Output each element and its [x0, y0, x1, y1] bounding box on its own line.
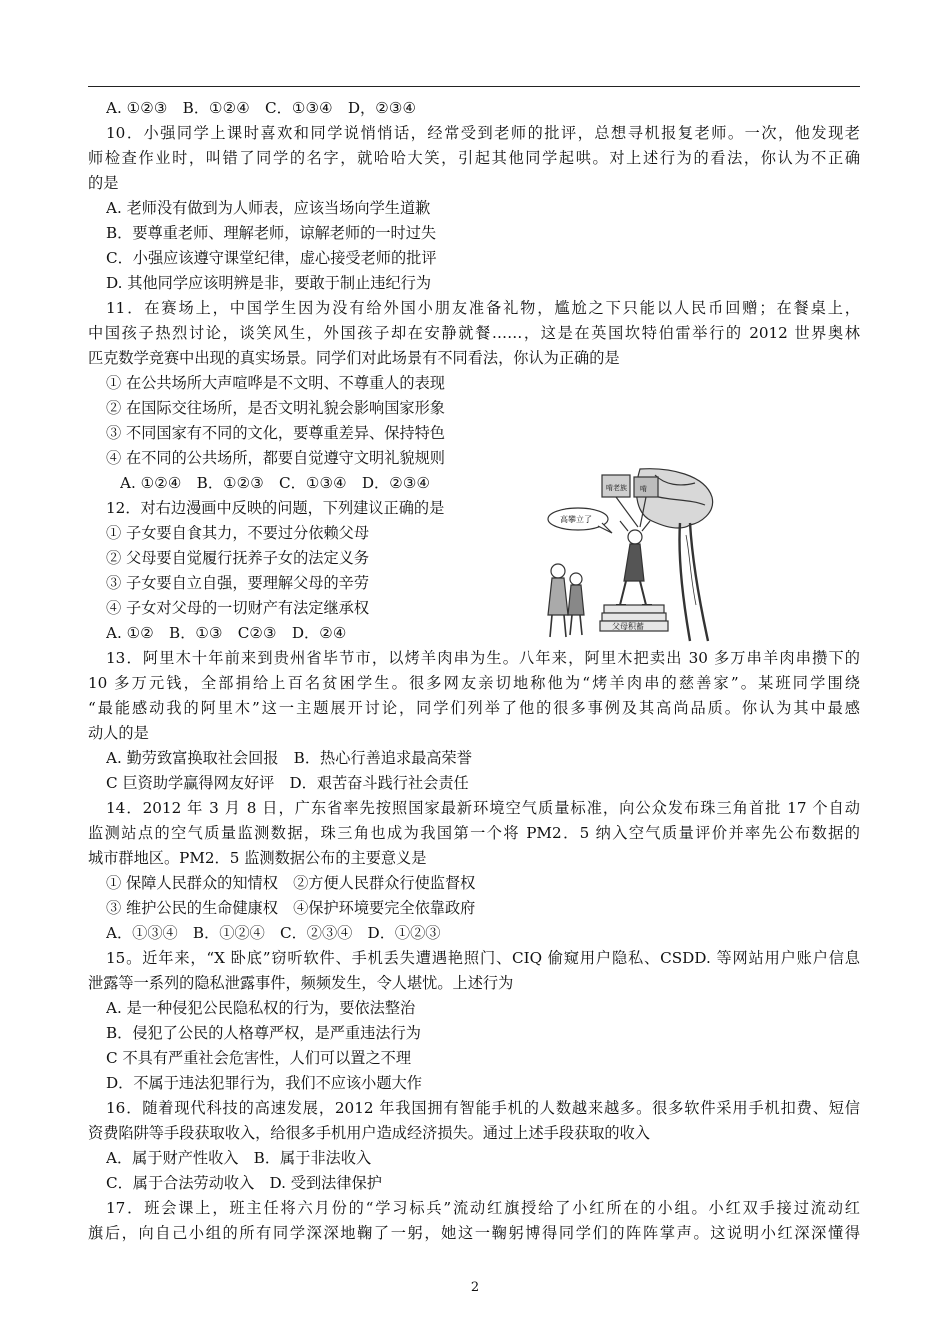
- cartoon-box-left-label: 啃老族: [606, 484, 627, 492]
- q15-stem-2: 泄露等一系列的隐私泄露事件，频频发生，令人堪忧。上述行为: [88, 974, 514, 992]
- q10-option-c: C．小强应该遵守课堂纪律，虚心接受老师的批评: [106, 249, 437, 267]
- q14-items-34: ③ 维护公民的生命健康权 ④保护环境要完全依靠政府: [106, 899, 476, 917]
- q15-option-c: C 不具有严重社会危害性，人们可以置之不理: [106, 1049, 412, 1067]
- q16-options-ab: A．属于财产性收入 B．属于非法收入: [106, 1149, 372, 1167]
- q11-item-3: ③ 不同国家有不同的文化，要尊重差异、保持特色: [106, 424, 445, 442]
- q11-item-4: ④ 在不同的公共场所，都要自觉遵守文明礼貌规则: [106, 449, 445, 467]
- q16-stem-2: 资费陷阱等手段获取收入，给很多手机用户造成经济损失。通过上述手段获取的收入: [88, 1124, 650, 1142]
- page-number: 2: [470, 1280, 480, 1295]
- q13-stem-4: 动人的是: [88, 724, 149, 742]
- q12-item-2: ② 父母要自觉履行抚养子女的法定义务: [106, 549, 370, 567]
- q13-options-cd: C 巨资助学赢得网友好评 D．艰苦奋斗践行社会责任: [106, 774, 469, 792]
- q13-stem-3: “最能感动我的阿里木”这一主题展开讨论，同学们列举了他的很多事例及其高尚品质。你认为其中最感: [88, 699, 860, 717]
- q15-option-d: D．不属于违法犯罪行为，我们不应该小题大作: [106, 1074, 422, 1092]
- q17-stem-1: 17．班会课上，班主任将六月份的“学习标兵”流动红旗授给了小红所在的小组。小红双手接过流动红: [106, 1199, 860, 1217]
- q14-stem-1: 14．2012 年 3 月 8 日，广东省率先按照国家最新环境空气质量标准，向公众发布珠三角首批 17 个自动: [106, 799, 860, 817]
- q12-item-1: ① 子女要自食其力，不要过分依赖父母: [106, 524, 370, 542]
- q16-options-cd: C．属于合法劳动收入 D. 受到法律保护: [106, 1174, 382, 1192]
- q13-stem-1: 13．阿里木十年前来到贵州省毕节市，以烤羊肉串为生。八年来，阿里木把卖出 30 多万串羊肉串攒下的: [106, 649, 860, 667]
- cartoon-box-right-label: 啃: [640, 485, 647, 493]
- cartoon-speech-bubble: 高攀立了: [560, 515, 592, 524]
- q11-item-2: ② 在国际交往场所，是否文明礼貌会影响国家形象: [106, 399, 445, 417]
- q11-options: A. ①②④ B．①②③ C．①③④ D．②③④: [120, 474, 431, 492]
- q13-options-ab: A. 勤劳致富换取社会回报 B．热心行善追求最高荣誉: [106, 749, 472, 767]
- q11-stem-1: 11．在赛场上，中国学生因为没有给外国小朋友准备礼物，尴尬之下只能以人民币回赠；在餐桌上，: [106, 299, 860, 317]
- q10-stem-2: 师检查作业时，叫错了同学的名字，就哈哈大笑，引起其他同学起哄。对上述行为的看法，你认为不正确: [88, 149, 860, 167]
- q13-stem-2: 10 多万元钱，全部捐给上百名贫困学生。很多网友亲切地称他为“烤羊肉串的慈善家”。某班同学围绕: [88, 674, 860, 692]
- q12-item-3: ③ 子女要自立自强，要理解父母的辛劳: [106, 574, 370, 592]
- q14-stem-3: 城市群地区。PM2．5 监测数据公布的主要意义是: [88, 849, 427, 867]
- q15-option-b: B．侵犯了公民的人格尊严权，是严重违法行为: [106, 1024, 421, 1042]
- q11-stem-3: 匹克数学竞赛中出现的真实场景。同学们对此场景有不同看法，你认为正确的是: [88, 349, 620, 367]
- q10-stem-3: 的是: [88, 174, 119, 192]
- q14-items-12: ① 保障人民群众的知情权 ②方便人民群众行使监督权: [106, 874, 476, 892]
- q10-option-a: A. 老师没有做到为人师表，应该当场向学生道歉: [106, 199, 431, 217]
- cartoon-illustration: [540, 465, 718, 643]
- header-rule: [88, 86, 860, 87]
- cartoon-base-label: 父母积蓄: [612, 622, 644, 631]
- q15-option-a: A. 是一种侵犯公民隐私权的行为，要依法整治: [106, 999, 416, 1017]
- q14-stem-2: 监测站点的空气质量监测数据，珠三角也成为我国第一个将 PM2．5 纳入空气质量评价并率先公布数据的: [88, 824, 860, 842]
- q12-stem: 12．对右边漫画中反映的问题，下列建议正确的是: [106, 499, 445, 517]
- q10-option-b: B．要尊重老师、理解老师，谅解老师的一时过失: [106, 224, 437, 242]
- q10-stem-1: 10．小强同学上课时喜欢和同学说悄悄话，经常受到老师的批评，总想寻机报复老师。一次，他发现老: [106, 124, 860, 142]
- q17-stem-2: 旗后，向自己小组的所有同学深深地鞠了一躬，她这一鞠躬博得同学们的阵阵掌声。这说明小红深深懂得: [88, 1224, 860, 1242]
- q10-option-d: D. 其他同学应该明辨是非，要敢于制止违纪行为: [106, 274, 432, 292]
- q16-stem-1: 16．随着现代科技的高速发展，2012 年我国拥有智能手机的人数越来越多。很多软件采用手机扣费、短信: [106, 1099, 860, 1117]
- q12-item-4: ④ 子女对父母的一切财产有法定继承权: [106, 599, 370, 617]
- q9-options: A. ①②③ B．①②④ C．①③④ D，②③④: [106, 99, 417, 117]
- q14-options: A．①③④ B．①②④ C．②③④ D．①②③: [106, 924, 441, 942]
- q11-item-1: ① 在公共场所大声喧哗是不文明、不尊重人的表现: [106, 374, 445, 392]
- q15-stem-1: 15。近年来，“X 卧底”窃听软件、手机丢失遭遇艳照门、CIQ 偷窥用户隐私、CSDD. 等网站用户账户信息: [106, 949, 860, 967]
- q12-options: A. ①② B．①③ C②③ D．②④: [106, 624, 347, 642]
- q11-stem-2: 中国孩子热烈讨论，谈笑风生，外国孩子却在安静就餐……，这是在英国坎特伯雷举行的 2012 世界奥林: [88, 324, 860, 342]
